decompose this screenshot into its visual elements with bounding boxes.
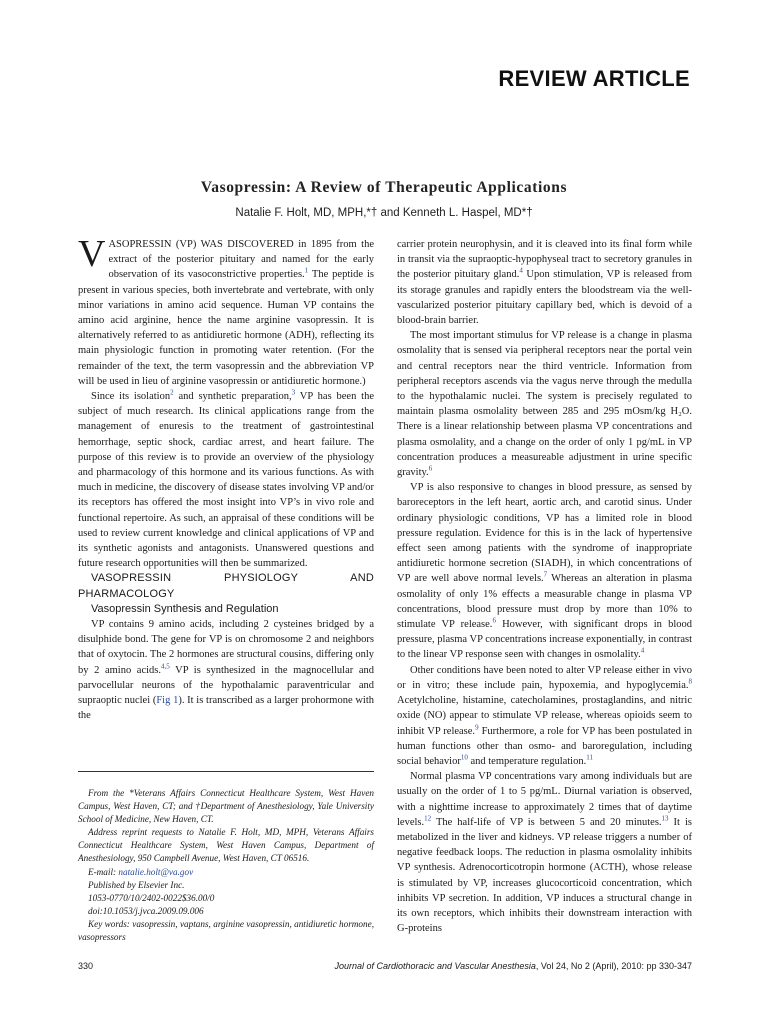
reference-link[interactable]: 4,5 [161,662,170,671]
text-run: Normal plasma VP concentrations vary among individuals but are usually on the order of 1 to 5 pg/mL. Diurnal variation is observed, with a nighttime increase to approximately 2 times that of daytime levels. [397,771,692,828]
footnote-divider [78,771,374,772]
article-title: Vasopressin: A Review of Therapeutic Applications [200,179,568,196]
paragraph [78,617,374,723]
reference-link[interactable]: 4 [519,266,523,275]
paragraph [397,328,692,480]
journal-name: Journal of Cardiothoracic and Vascular Anesthesia [334,961,536,971]
text-run: The most important stimulus for VP release is a change in plasma osmolality that is sensed via peripheral receptors near the portal vein and central receptors near the third ventricle. Information from peripheral receptors ascends via the vagus nerve through the medulla to the hypothalamic nuclei. The system is precisely regulated to maintain plasma osmolality between 285 and 295 mOsm/kg H₂O. There is a linear relationship between plasma VP concentrations and plasma osmolality, and a change on the order of only 1 pg/mL in VP concentration produces a measureable adjustment in urine specific gravity. [397,330,692,479]
section-heading: VASOPRESSIN PHYSIOLOGY AND PHARMACOLOGY [78,572,374,600]
text-run: Other conditions have been noted to alter VP release either in vivo or in vitro; these include pain, hypoxemia, and hypoglycemia. [397,664,692,691]
text-run: carrier protein neurophysin, and it is cleaved into its final form while in transit via the supraoptic-hypophyseal tract to secretory granules in the posterior pituitary gland. [397,239,692,281]
intro-text-a: ASOPRESSIN (VP) WAS DISCOVERED in 1895 from the extract of the posterior pituitary and named for the early observation of its vasoconstrictive properties. [108,239,374,281]
footnote-doi: doi:10.1053/j.jvca.2009.09.006 [88,905,204,916]
text-run: ). It is transcribed as a larger prohormone with the [78,695,374,722]
left-column [78,233,375,724]
text-run: It is metabolized in the liver and kidneys. VP release triggers a number of negative feedback loops. The reduction in plasma osmolality inhibits VP synthesis. Adrenocorticotropin hormone (ACTH), whose release is stimulated by VP, increases glucocorticoid concentration, which inhibits VP secretion. In addition, VP induces a structural change in its own receptors, which inhibits their downstream interaction with G-proteins [397,816,692,935]
drop-cap: V [78,233,106,275]
text-run: Upon stimulation, VP is released from its storage granules and rapidly enters the bloodstream via the well-vascularized posterior pituitary capillary bed, which is devoid of a blood-brain barrier. [397,269,693,327]
footnote-issn: 1053-0770/10/2402-0022$36.00/0 [88,892,215,903]
footnote-affiliation: From the *Veterans Affairs Connecticut Healthcare System, West Haven Campus, West Haven, CT; and †Department of Anesthesiology, Yale University School of Medicine, New Haven, CT. [78,788,374,825]
page-number: 330 [78,961,94,971]
reference-link[interactable]: 8 [688,677,692,686]
reference-link[interactable]: 12 [424,814,432,823]
text-run: and synthetic preparation, [173,391,292,403]
paragraph [397,237,692,328]
figure-link[interactable]: Fig 1 [156,695,179,707]
citation-details: , Vol 24, No 2 (April), 2010: pp 330-347 [535,961,692,971]
footnote-publisher: Published by Elsevier Inc. [88,879,185,890]
text-run: VP is also responsive to changes in blood pressure, as sensed by baroreceptors in the left heart, aortic arch, and carotid sinus. Under ordinary physiologic conditions, VP has a limited role in blood pressure regulation. Evidence for this is in the lack of hypertensive effect seen among patients with the syndrome of inappropriate antidiuretic hormone secretion (SIADH), in which concentrations of VP are well above normal levels. [397,482,692,585]
reference-link[interactable]: 2 [170,388,174,397]
paragraph [397,480,692,662]
reference-link[interactable]: 6 [492,616,496,625]
reference-link[interactable]: 11 [586,753,593,762]
text-run: Acetylcholine, histamine, catecholamines, prostaglandins, and nitric oxide (NO) appear to stimulate VP release, whereas opioids seem to inhibit VP release. [397,695,692,737]
email-label: E-mail: [88,866,119,877]
text-run: VP is synthesized in the magnocellular and parvocellular neurons of the hypothalamic paraventricular and supraoptic nuclei ( [78,664,374,707]
text-run: The half-life of VP is between 5 and 20 minutes. [431,816,662,828]
footnote-email-line [78,866,374,879]
intro-text-b: The peptide is present in various species, both invertebrate and vertebrate, with only minor variations in amino acid sequence. Human VP contains the amino acid arginine, hence the name arginine vasopressin. It is alternatively referred to as antidiuretic hormone (ADH), reflecting its main physiologic function in promoting water retention. (For the remainder of the text, the term vasopressin and the abbreviation VP will be used in lieu of arginine vasopressin or antidiuretic hormone.) [78,269,375,387]
journal-citation [334,961,692,971]
right-column [397,237,692,936]
subsection-heading: Vasopressin Synthesis and Regulation [91,602,279,615]
email-link[interactable]: natalie.holt@va.gov [118,866,194,877]
text-run: and temperature regulation. [467,755,587,767]
reference-link[interactable]: 13 [661,814,669,823]
reference-link[interactable]: 1 [304,266,309,275]
paragraph [397,663,692,769]
text-run: Since its isolation [91,391,171,403]
reference-link[interactable]: 3 [291,388,296,397]
text-run: However, with significant drops in blood pressure, plasma VP concentrations increase exponentially, in contrast to the linear VP response seen with changes in osmolality. [397,619,692,661]
footnote-keywords: Key words: vasopressin, vaptans, arginine vasopressin, antidiuretic hormone, vasopressors [78,918,374,943]
article-type-label: REVIEW ARTICLE [498,66,690,91]
text-run: VP contains 9 amino acids, including 2 cysteines bridged by a disulphide bond. The gene for VP is on chromosome 2 and neighbors that of oxytocin. The 2 hormones are structural cousins, differing only by 2 amino acids. [78,619,374,676]
paragraph [78,389,374,571]
paragraph [397,769,692,936]
reference-link[interactable]: 9 [475,723,479,731]
text-run: Whereas an alteration in plasma osmolality of only 1% effects a measurable change in plasma VP concentrations, blood pressure must drop by more than 10% to stimulate VP release. [397,573,692,631]
reference-link[interactable]: 4 [640,646,645,655]
footnote-address: Address reprint requests to Natalie F. Holt, MD, MPH, Veterans Affairs Connecticut Healthcare System, West Haven Campus, Department of Anesthesiology, 950 Campbell Avenue, West Haven, CT 06516. [78,827,374,864]
reference-link[interactable]: 7 [543,570,548,579]
footnote-block [78,787,374,944]
text-run: VP has been the subject of much research. Its clinical applications range from the management of enuresis to the treatment of gastrointestinal hemorrhage, septic shock, cardiac arrest, and heart failure. The purpose of this review is to provide an overview of the physiology and pharmacology of this hormone and its various functions. As with much in medicine, the discovery of disease states involving VP and/or its receptors has offered the most insight into VP’s in vivo role and functional repertoire. As such, an appraisal of these conditions will be used to review current knowledge and clinical applications of VP and its synthetic agonists and antagonists. Unanswered questions and future research opportunities will then be summarized. [78,391,374,570]
reference-link[interactable]: 10 [460,753,468,762]
intro-paragraph [78,233,375,389]
reference-link[interactable]: 6 [428,464,433,473]
text-run: Furthermore, a role for VP has been postulated in human functions other than osmo- and baroregulation, including social behavior [397,725,693,767]
article-authors: Natalie F. Holt, MD, MPH,*† and Kenneth L. Haspel, MD*† [235,207,533,219]
